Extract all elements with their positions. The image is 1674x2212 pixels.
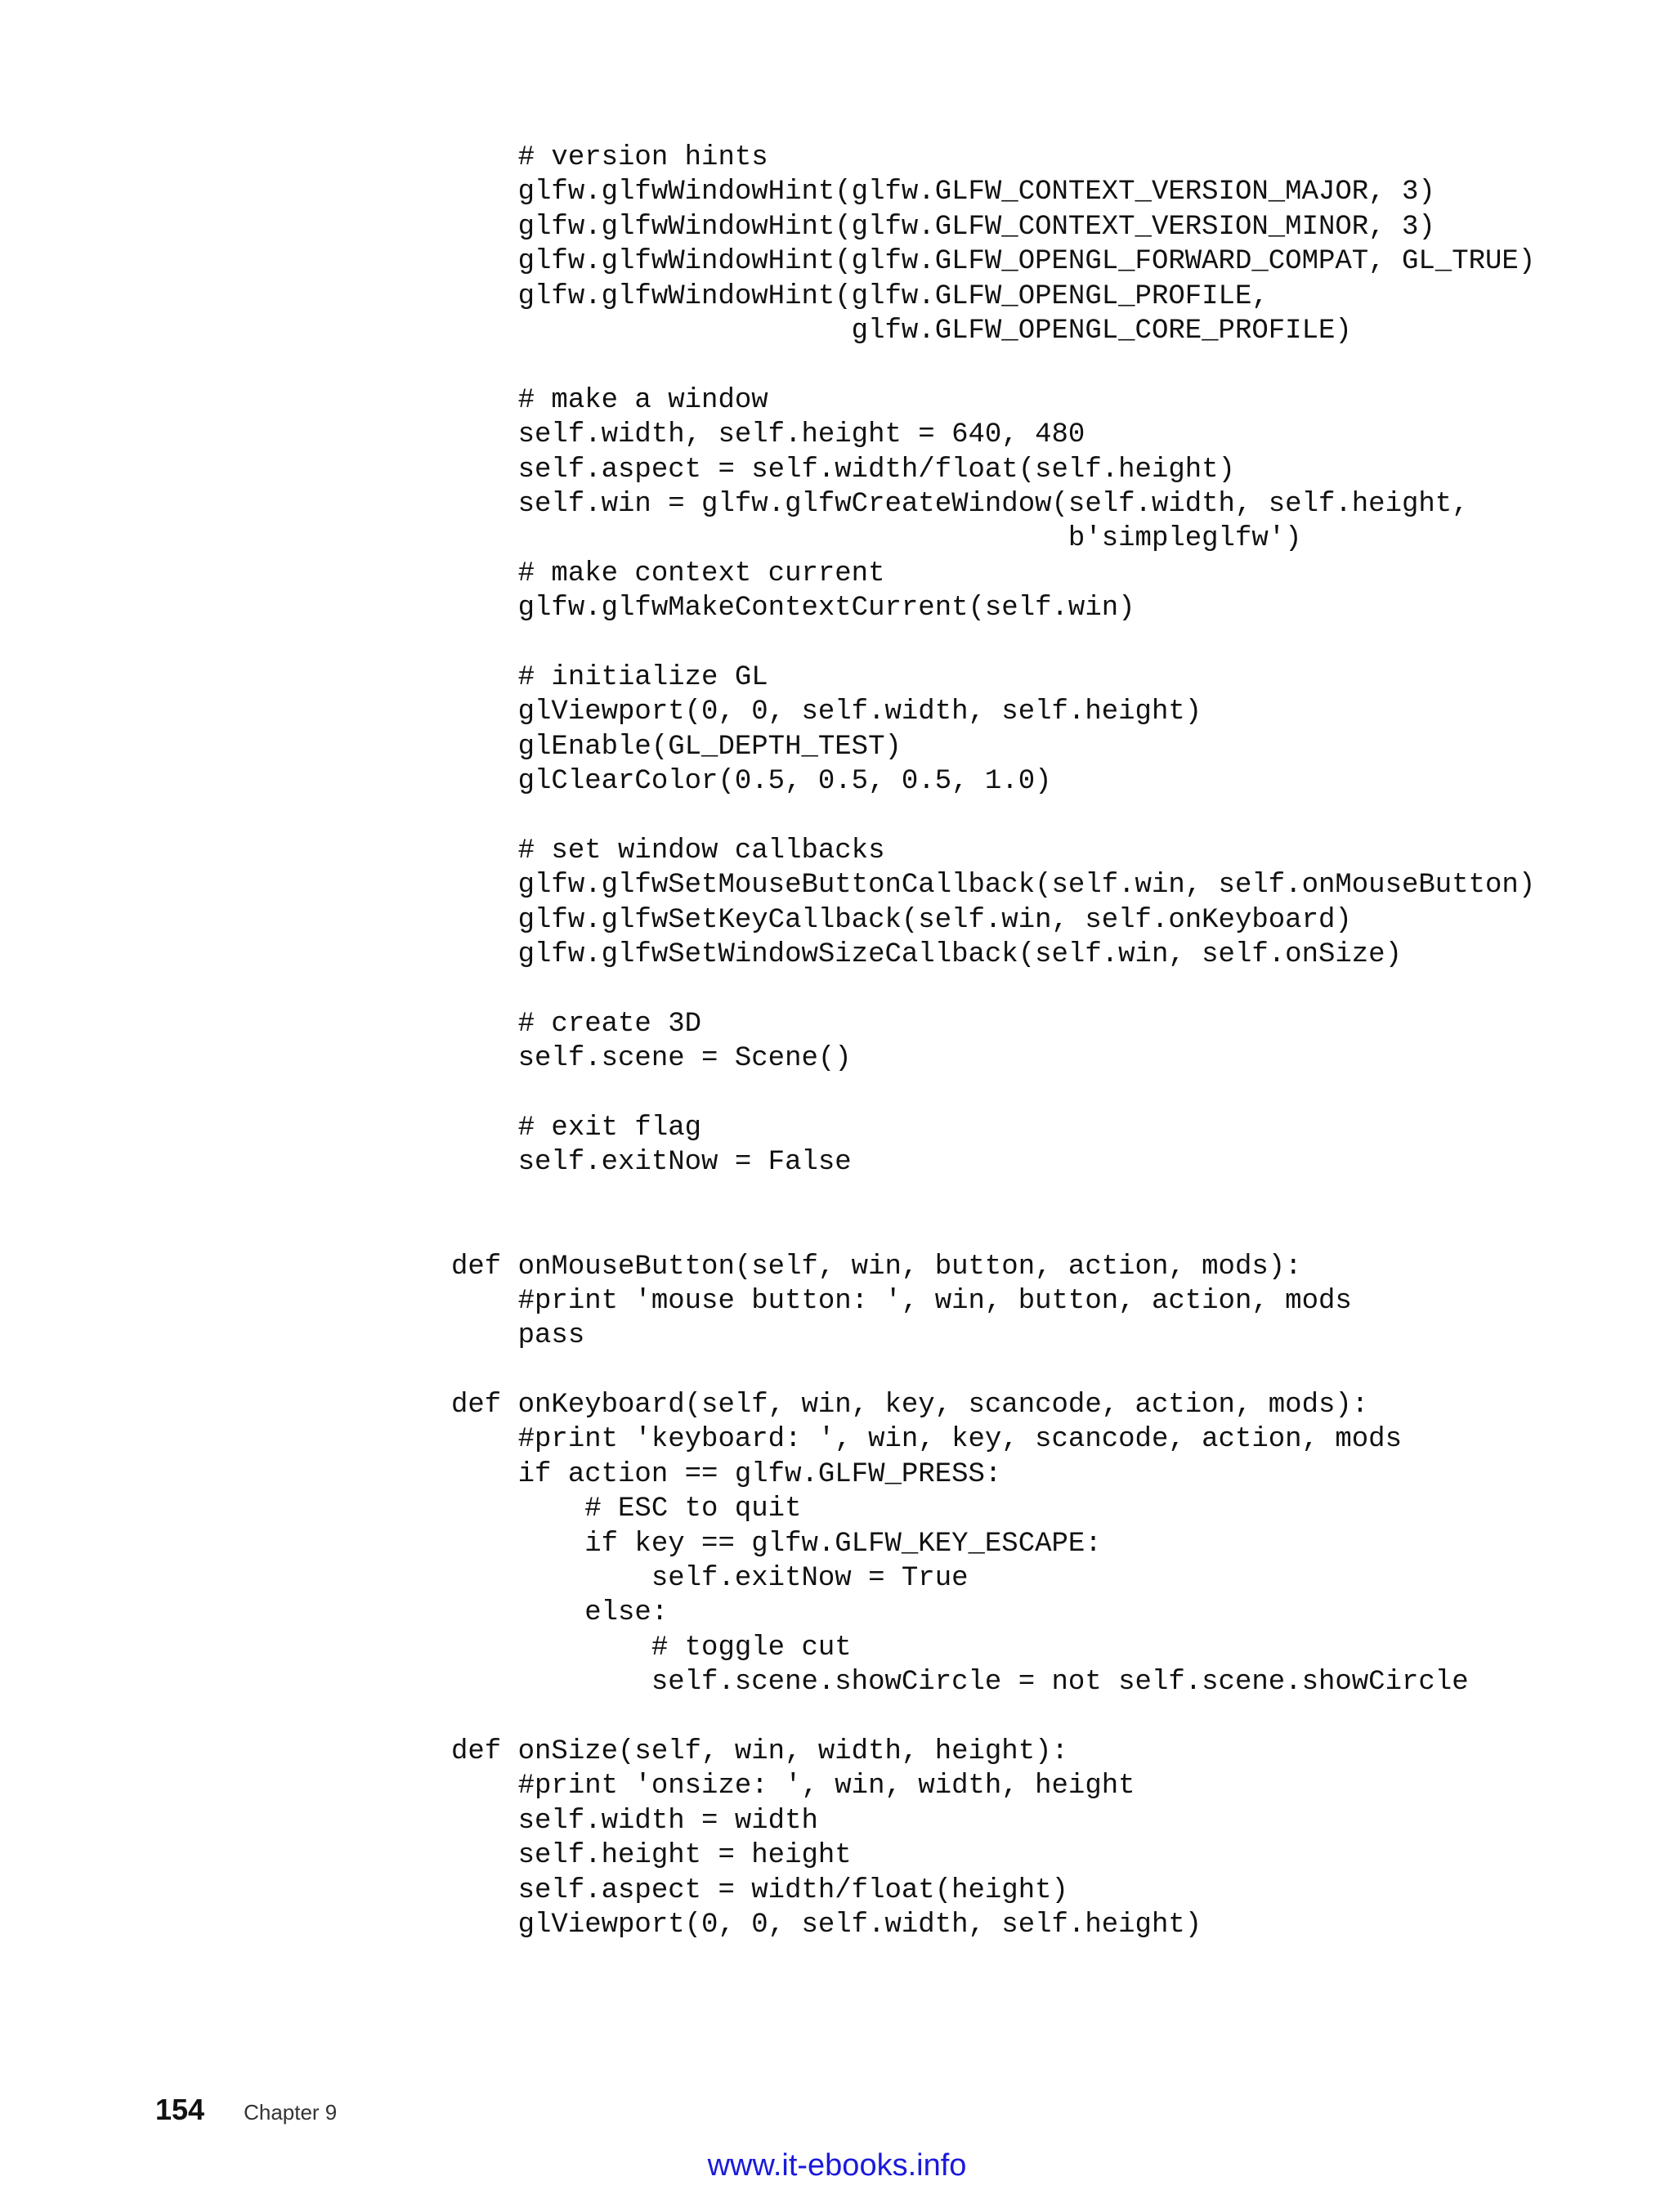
chapter-label: Chapter 9: [244, 2100, 338, 2125]
code-line: #print 'keyboard: ', win, key, scancode, action, mods: [451, 1424, 1402, 1456]
code-line: self.win = glfw.glfwCreateWindow(self.width, self.height,: [451, 488, 1469, 520]
code-line: self.scene = Scene(): [451, 1043, 852, 1075]
code-line: # create 3D: [451, 1008, 702, 1040]
page-number: 154: [155, 2093, 205, 2126]
code-line: self.exitNow = True: [451, 1563, 969, 1595]
code-line: if action == glfw.GLFW_PRESS:: [451, 1458, 1002, 1490]
code-line: glfw.glfwSetMouseButtonCallback(self.win, self.onMouseButton): [451, 870, 1536, 902]
code-line: glViewport(0, 0, self.width, self.height): [451, 696, 1202, 728]
code-line: [451, 799, 1628, 833]
code-line: #print 'mouse button: ', win, button, action, mods: [451, 1285, 1352, 1317]
code-line: [451, 1700, 1628, 1735]
code-line: glfw.glfwWindowHint(glfw.GLFW_CONTEXT_VERSION_MINOR, 3): [451, 211, 1435, 243]
code-line: def onSize(self, win, width, height):: [451, 1735, 1068, 1767]
code-line: [451, 1180, 1628, 1215]
code-line: b'simpleglfw'): [451, 523, 1302, 555]
code-line: glfw.glfwMakeContextCurrent(self.win): [451, 593, 1135, 625]
code-line: self.scene.showCircle = not self.scene.showCircle: [451, 1667, 1469, 1699]
code-line: self.exitNow = False: [451, 1147, 852, 1179]
code-line: def onKeyboard(self, win, key, scancode, action, mods):: [451, 1390, 1369, 1422]
code-line: def onMouseButton(self, win, button, action, mods):: [451, 1251, 1302, 1283]
code-line: # ESC to quit: [451, 1493, 802, 1525]
code-line: glfw.glfwSetKeyCallback(self.win, self.onKeyboard): [451, 904, 1352, 936]
code-line: #print 'onsize: ', win, width, height: [451, 1771, 1135, 1802]
code-line: self.width = width: [451, 1805, 818, 1837]
code-line: else:: [451, 1597, 669, 1629]
code-line: # make context current: [451, 557, 885, 589]
code-line: glfw.glfwWindowHint(glfw.GLFW_OPENGL_PROFILE,: [451, 280, 1269, 312]
code-line: [451, 348, 1628, 383]
code-line: glfw.GLFW_OPENGL_CORE_PROFILE): [451, 315, 1352, 347]
code-line: [451, 1215, 1628, 1249]
code-line: [451, 625, 1628, 660]
code-line: [451, 1077, 1628, 1111]
page-footer: [155, 2093, 337, 2129]
code-line: self.width, self.height = 640, 480: [451, 419, 1085, 451]
code-line: self.height = height: [451, 1840, 852, 1872]
code-line: # toggle cut: [451, 1632, 852, 1663]
code-line: glClearColor(0.5, 0.5, 0.5, 1.0): [451, 766, 1052, 798]
watermark-link[interactable]: www.it-ebooks.info: [707, 2148, 967, 2183]
code-listing: [451, 141, 1628, 1942]
code-line: if key == glfw.GLFW_KEY_ESCAPE:: [451, 1528, 1102, 1560]
code-line: glViewport(0, 0, self.width, self.height): [451, 1909, 1202, 1941]
code-line: self.aspect = width/float(height): [451, 1874, 1068, 1906]
code-line: [451, 972, 1628, 1006]
code-line: # set window callbacks: [451, 835, 885, 866]
code-line: pass: [451, 1320, 585, 1352]
code-line: self.aspect = self.width/float(self.height): [451, 454, 1235, 486]
code-line: [451, 1354, 1628, 1388]
code-line: # version hints: [451, 142, 768, 173]
code-line: # make a window: [451, 384, 768, 416]
code-line: glfw.glfwWindowHint(glfw.GLFW_CONTEXT_VERSION_MAJOR, 3): [451, 177, 1435, 208]
code-line: # exit flag: [451, 1112, 702, 1144]
code-line: glfw.glfwWindowHint(glfw.GLFW_OPENGL_FORWARD_COMPAT, GL_TRUE): [451, 246, 1536, 278]
code-line: glEnable(GL_DEPTH_TEST): [451, 731, 902, 763]
code-line: # initialize GL: [451, 661, 768, 693]
code-line: glfw.glfwSetWindowSizeCallback(self.win, self.onSize): [451, 938, 1402, 970]
